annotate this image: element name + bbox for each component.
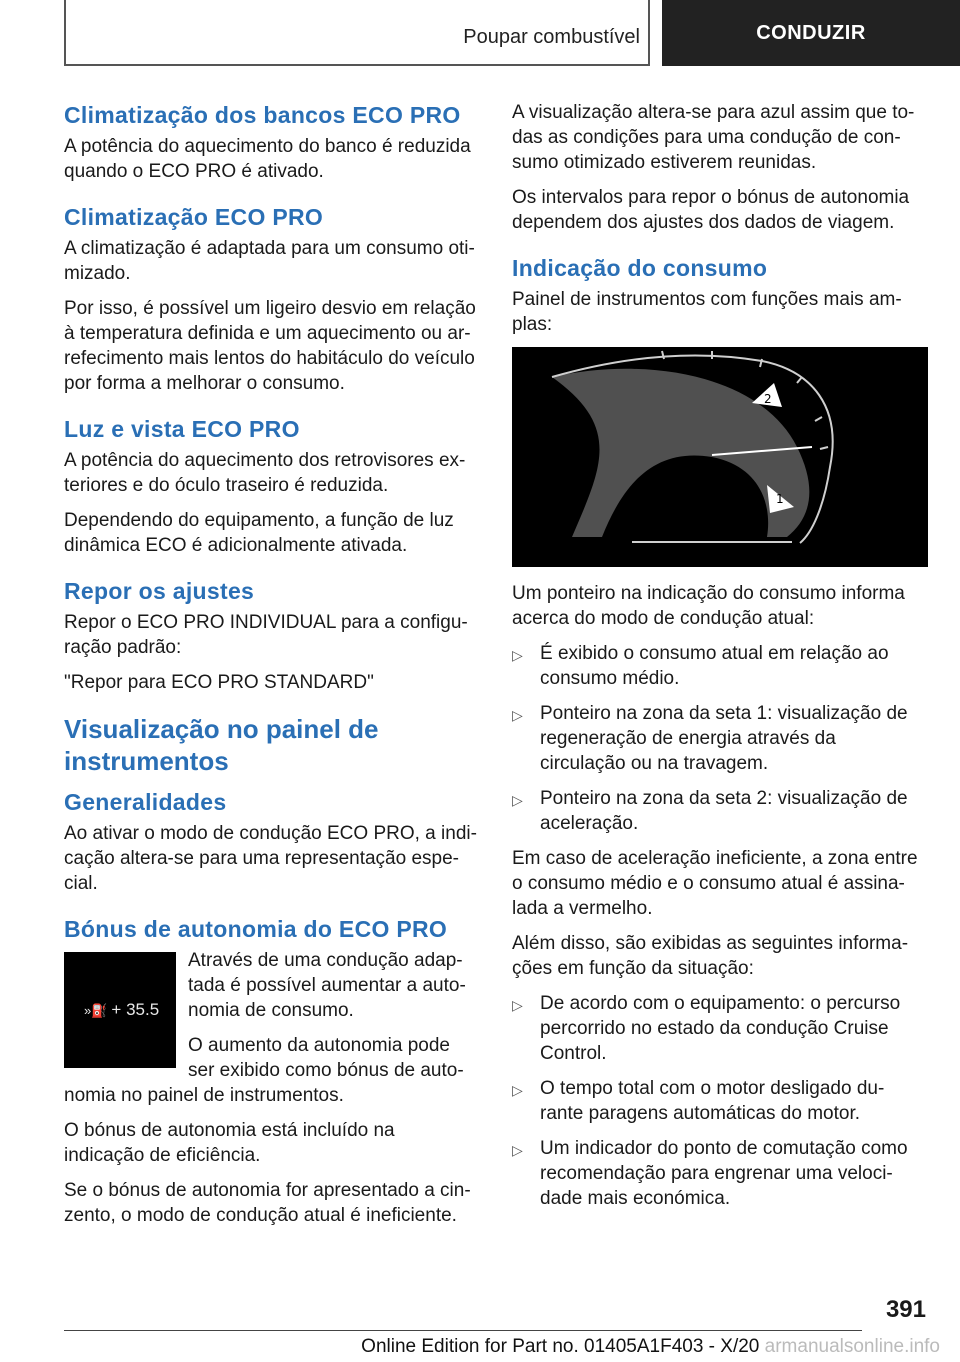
section-title: Luz e vista ECO PRO (64, 416, 300, 442)
tab-poupar-combustivel[interactable]: Poupar combustível (463, 26, 640, 48)
paragraph: Um ponteiro na indicação do consumo informa acerca do modo de condução atual: (512, 583, 905, 629)
paragraph: Dependendo do equipamento, a função de luz dinâmica ECO é adicionalmente ativada. (64, 510, 454, 556)
paragraph: A potência do aquecimento do banco é reduzida quando o ECO PRO é ativado. (64, 136, 471, 182)
section-title: Bónus de autonomia do ECO PRO (64, 916, 448, 942)
list-item: ▷ De acordo com o equipamento: o percurso percorrido no estado da condução Cruise Control. (512, 993, 901, 1064)
instrument-cluster-image (512, 347, 928, 567)
arrow-2-icon (752, 383, 782, 407)
triangle-bullet-icon: ▷ (512, 792, 523, 808)
range-bonus-value: + 35.5 (111, 1000, 160, 1019)
tab-conduzir[interactable]: CONDUZIR (662, 0, 960, 66)
header-rule-left (64, 0, 66, 66)
section-generalities (64, 787, 478, 896)
right-column (512, 100, 926, 1221)
arrow-2-label: 2 (764, 392, 772, 406)
paragraph: O aumento da autonomia pode ser exibido como bónus de auto-nomia no painel de instrumentos. (64, 1035, 464, 1106)
page-number: 391 (885, 1296, 926, 1323)
range-bonus-block (64, 948, 478, 1118)
paragraph: Painel de instrumentos com funções mais am-plas: (512, 289, 902, 335)
header-rule-mid (648, 0, 650, 66)
triangle-bullet-icon: ▷ (512, 707, 523, 723)
range-bonus-image (64, 952, 176, 1068)
paragraph: A visualização altera-se para azul assim que to-das as condições para uma condução de con-sumo otimizado estiverem reunidas. (512, 102, 915, 173)
paragraph: Além disso, são exibidas as seguintes informa-ções em função da situação: (512, 933, 909, 979)
triangle-bullet-icon: ▷ (512, 647, 523, 663)
section-range-bonus (64, 914, 478, 1228)
paragraph: A climatização é adaptada para um consumo oti-mizado. (64, 238, 475, 284)
paragraph: A potência do aquecimento dos retrovisores ex-teriores e do óculo traseiro é reduzida. (64, 450, 466, 496)
section-title: Climatização dos bancos ECO PRO (64, 102, 461, 128)
footer-edition (300, 1336, 940, 1358)
bullet-list-info (512, 991, 926, 1211)
section-light-view (64, 414, 478, 558)
watermark-text: armanualsonline.info (764, 1336, 940, 1357)
list-item: ▷ Um indicador do ponto de comutação como recomendação para engrenar uma veloci-dade mais económica. (512, 1138, 908, 1209)
left-column (64, 100, 478, 1246)
paragraph: "Repor para ECO PRO STANDARD" (64, 672, 374, 693)
edition-text: Online Edition for Part no. 01405A1F403 - X/20 (361, 1336, 760, 1357)
list-item: ▷ É exibido o consumo atual em relação ao consumo médio. (512, 643, 889, 689)
footer-rule (64, 1330, 862, 1331)
section-eco-climate (64, 202, 478, 396)
paragraph: Em caso de aceleração ineficiente, a zona entre o consumo médio e o consumo atual é assina-lada a vermelho. (512, 848, 918, 919)
section-title: Repor os ajustes (64, 578, 255, 604)
section-reset-settings (64, 576, 478, 695)
list-item: ▷ O tempo total com o motor desligado du-rante paragens automáticas do motor. (512, 1078, 885, 1124)
consumption-gauge-graphic (512, 347, 928, 567)
fuel-pump-icon: »⛽ (84, 1003, 108, 1018)
triangle-bullet-icon: ▷ (512, 997, 523, 1013)
bullet-list-pointer (512, 641, 926, 836)
arrow-1-label: 1 (776, 492, 784, 506)
paragraph: Através de uma condução adap-tada é possível aumentar a auto-nomia de consumo. (188, 950, 466, 1021)
section-title: Indicação do consumo (512, 255, 768, 281)
paragraph: Por isso, é possível um ligeiro desvio em relação à temperatura definida e um aquecimento ou ar-refecimento mais lentos do habitáculo do veículo por forma a melhorar o consumo. (64, 298, 476, 394)
section-title: Climatização ECO PRO (64, 204, 324, 230)
list-item: ▷ Ponteiro na zona da seta 2: visualização de aceleração. (512, 788, 908, 834)
header-rule-bottom (64, 64, 650, 66)
section-title: Generalidades (64, 789, 227, 815)
paragraph: O bónus de autonomia está incluído na indicação de eficiência. (64, 1120, 395, 1166)
paragraph: Ao ativar o modo de condução ECO PRO, a indi-cação altera-se para uma representação espe-cial. (64, 823, 477, 894)
list-item: ▷ Ponteiro na zona da seta 1: visualização de regeneração de energia através da circulação ou na travagem. (512, 703, 908, 774)
paragraph: Se o bónus de autonomia for apresentado a cin-zento, o modo de condução atual é ineficiente. (64, 1180, 471, 1226)
triangle-bullet-icon: ▷ (512, 1082, 523, 1098)
section-seat-climate (64, 100, 478, 184)
chapter-title: Visualização no painel de instrumentos (64, 714, 379, 776)
paragraph: Os intervalos para repor o bónus de autonomia dependem dos ajustes dos dados de viagem. (512, 187, 910, 233)
paragraph: Repor o ECO PRO INDIVIDUAL para a configu-ração padrão: (64, 612, 468, 658)
triangle-bullet-icon: ▷ (512, 1142, 523, 1158)
range-bonus-readout (84, 1000, 159, 1020)
